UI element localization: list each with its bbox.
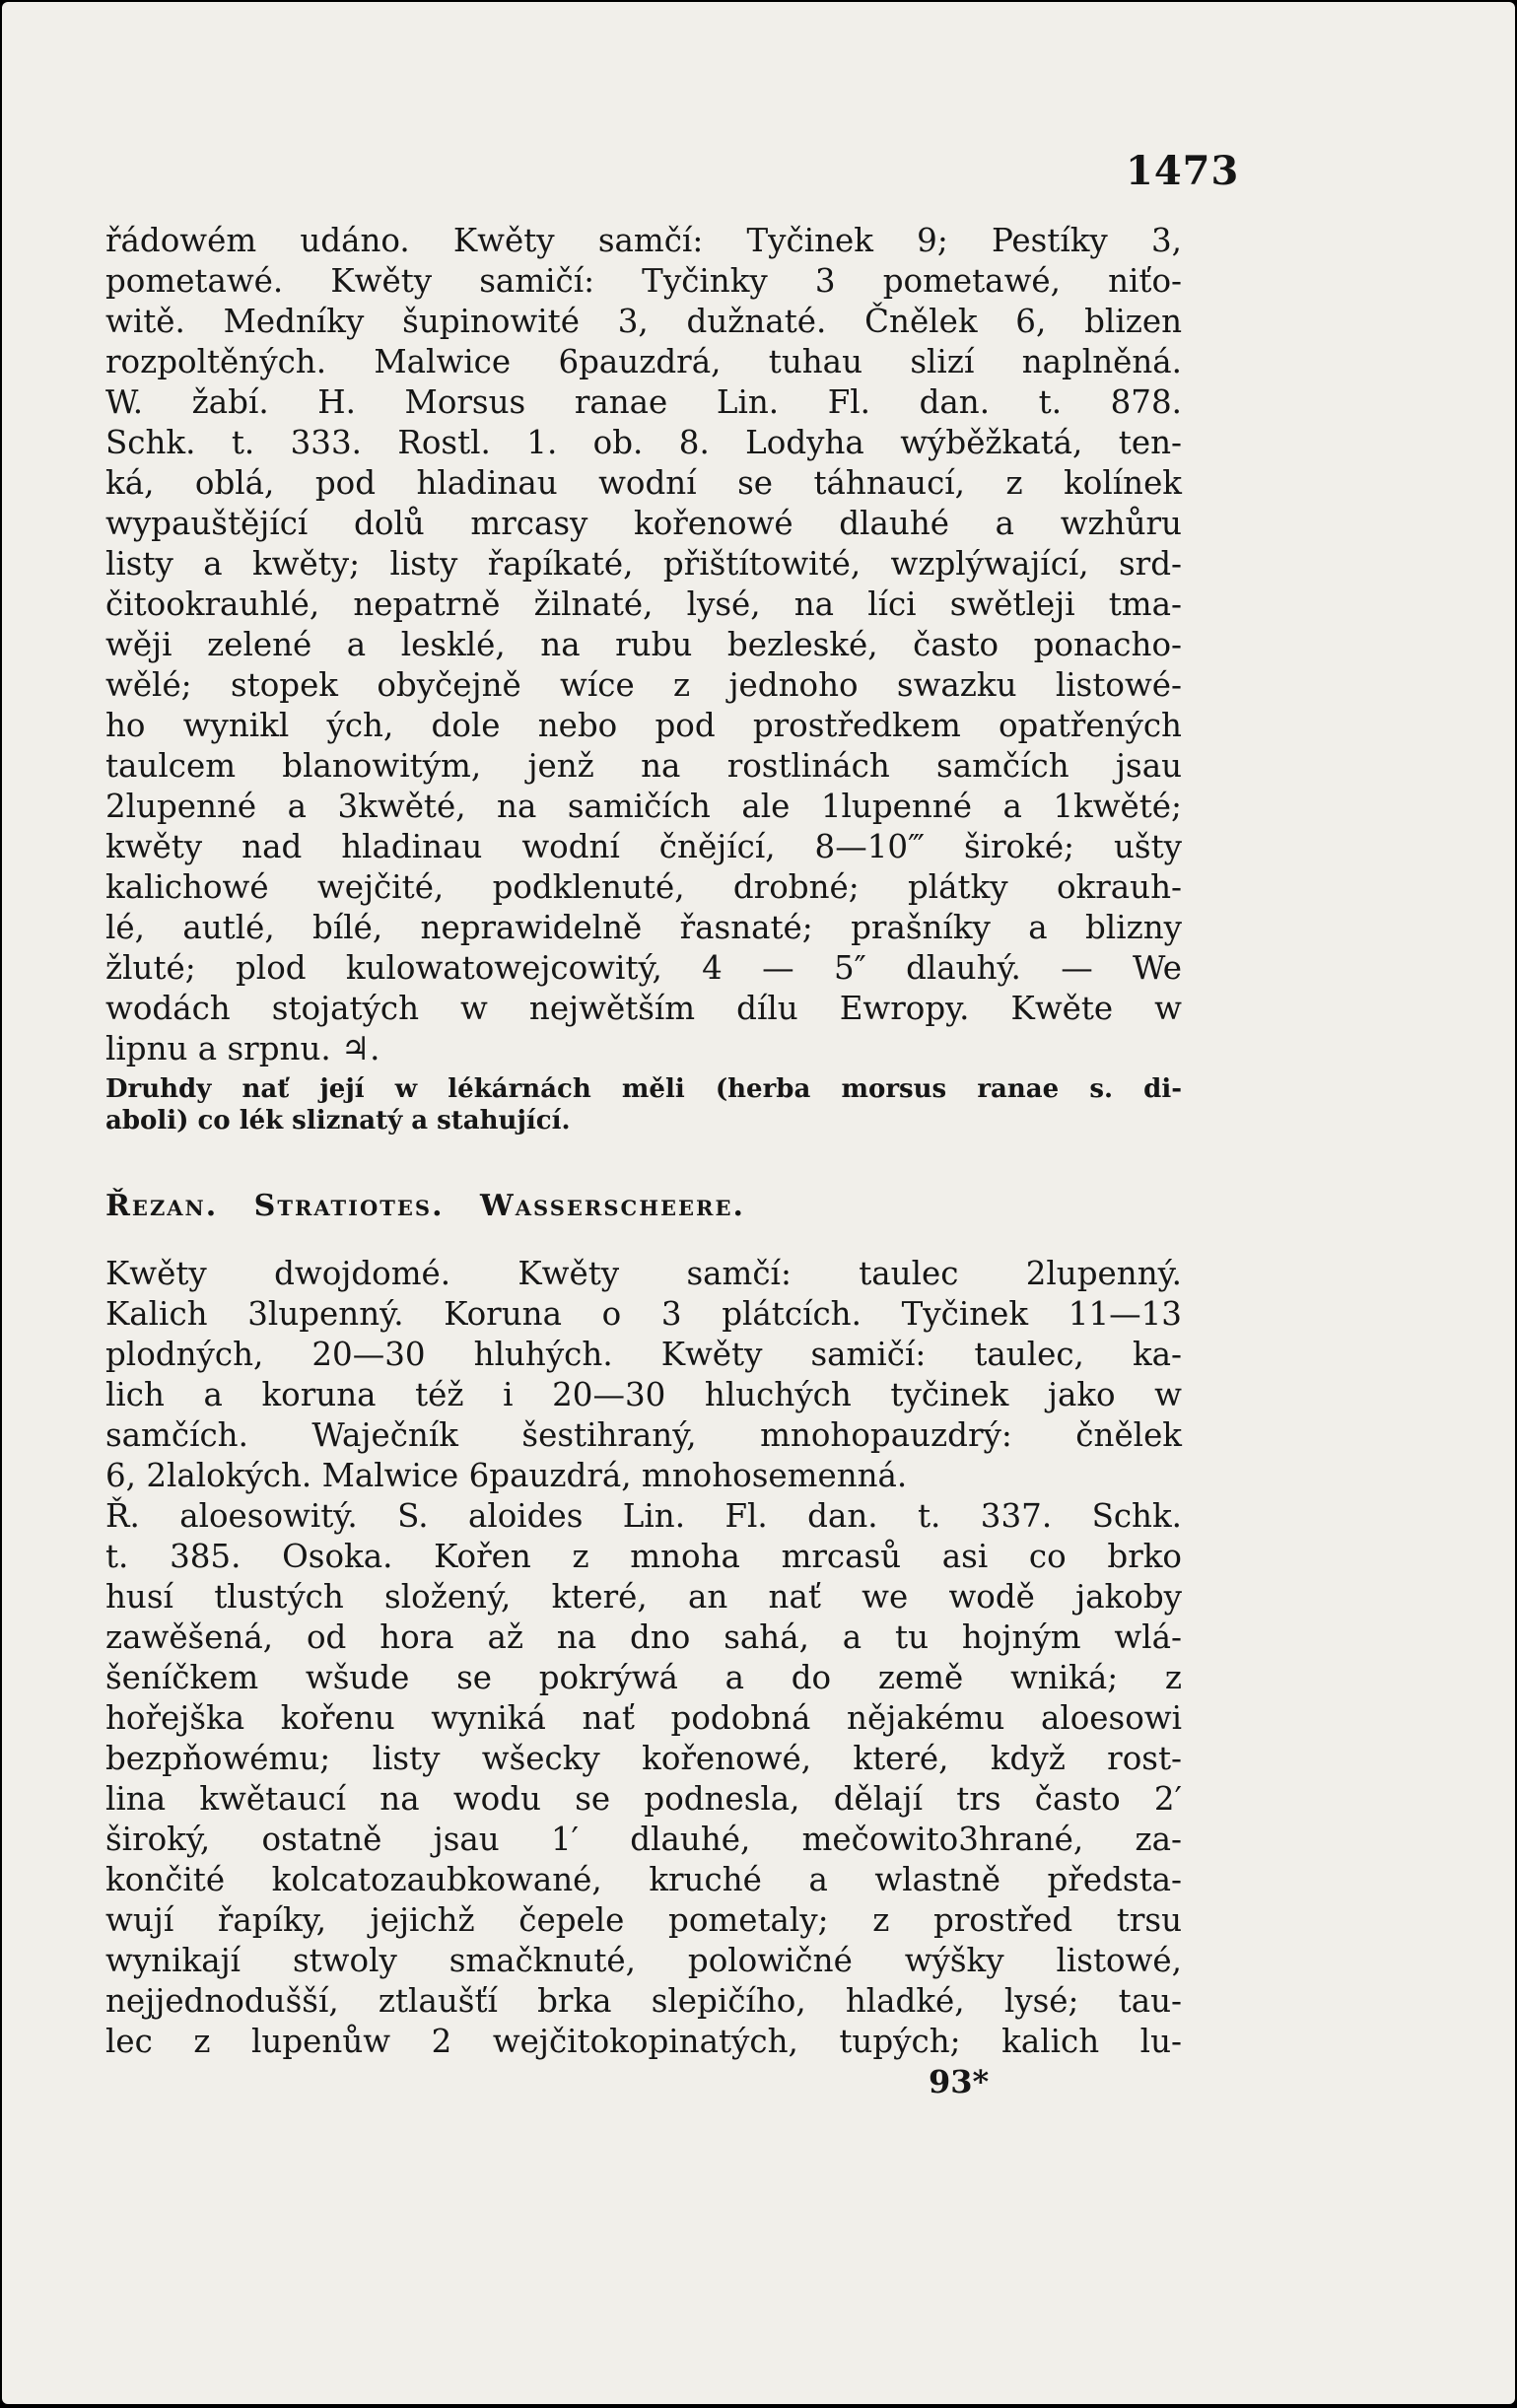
- text-line: nejjednodušší, ztlaušťí brka slepičího, hladké, lysé; tau-: [105, 1982, 1182, 2020]
- text-line: lina kwětaucí na wodu se podnesla, dělají trs často 2′: [105, 1780, 1182, 1818]
- text-line: wělé; stopek obyčejně wíce z jednoho swazku listowé-: [105, 666, 1182, 704]
- genus-name-czech: Řezan.: [105, 1189, 219, 1223]
- text-line: wypauštějící dolů mrcasy kořenowé dlauhé a wzhůru: [105, 505, 1182, 542]
- text-line: samčích. Waječník šestihraný, mnohopauzdrý: čnělek: [105, 1416, 1182, 1454]
- text-line: witě. Medníky šupinowité 3, dužnaté. Čnělek 6, blizen: [105, 303, 1182, 340]
- text-line: řádowém udáno. Kwěty samčí: Tyčinek 9; Pestíky 3,: [105, 222, 1182, 259]
- text-line: lec z lupenůw 2 wejčitokopinatých, tupých; kalich lu-: [105, 2023, 1182, 2060]
- text-line: ká, oblá, pod hladinau wodní se táhnaucí, z kolínek: [105, 464, 1182, 502]
- text-line: šeníčkem wšude se pokrýwá a do země wniká; z: [105, 1659, 1182, 1696]
- text-line: široký, ostatně jsau 1′ dlauhé, mečowito3hrané, za-: [105, 1821, 1182, 1858]
- text-line: t. 385. Osoka. Kořen z mnoha mrcasů asi co brko: [105, 1538, 1182, 1575]
- text-line: wynikají stwoly smačknuté, polowičné wýšky listowé,: [105, 1942, 1182, 1979]
- text-line: zawěšená, od hora až na dno sahá, a tu hojným wlá-: [105, 1618, 1182, 1656]
- text-line: Schk. t. 333. Rostl. 1. ob. 8. Lodyha wýběžkatá, ten-: [105, 424, 1182, 461]
- signature-mark: 93*: [929, 2063, 990, 2100]
- footnote: [105, 1073, 1182, 1136]
- text-line: hořejška kořenu wyniká nať podobná nějakému aloesowi: [105, 1699, 1182, 1737]
- text-line: bezpňowému; listy wšecky kořenowé, které, když rost-: [105, 1740, 1182, 1777]
- text-line: 6, 2lalokých. Malwice 6pauzdrá, mnohosemenná.: [105, 1457, 908, 1494]
- text-line: wěji zelené a lesklé, na rubu bezleské, často ponacho-: [105, 626, 1182, 663]
- text-line: kalichowé wejčité, podklenuté, drobné; plátky okrauh-: [105, 868, 1182, 906]
- paragraph-frogbit: [105, 221, 1182, 1069]
- note-line: aboli) co lék sliznatý a stahující.: [105, 1106, 571, 1135]
- text-line: lé, autlé, bílé, neprawidelně řasnaté; prašníky a blizny: [105, 909, 1182, 946]
- text-line: pometawé. Kwěty samičí: Tyčinky 3 pometawé, niťo-: [105, 262, 1182, 300]
- text-line: Kalich 3lupenný. Koruna o 3 plátcích. Tyčinek 11—13: [105, 1295, 1182, 1333]
- text-line: plodných, 20—30 hluhých. Kwěty samičí: taulec, ka-: [105, 1336, 1182, 1373]
- genus-name-latin: Stratiotes.: [253, 1189, 445, 1223]
- text-line: kwěty nad hladinau wodní čnějící, 8—10‴ široké; ušty: [105, 828, 1182, 865]
- page-number: 1473: [1126, 148, 1240, 194]
- page-text: [105, 221, 1182, 2101]
- paragraph-stratiotes: [105, 1254, 1182, 2062]
- text-line: wodách stojatých w nejwětším dílu Ewropy. Kwěte w: [105, 990, 1182, 1027]
- text-line: Kwěty dwojdomé. Kwěty samčí: taulec 2lupenný.: [105, 1255, 1182, 1292]
- text-line: W. žabí. H. Morsus ranae Lin. Fl. dan. t. 878.: [105, 383, 1182, 421]
- text-line: lich a koruna též i 20—30 hluchých tyčinek jako w: [105, 1376, 1182, 1413]
- text-line: Ř. aloesowitý. S. aloides Lin. Fl. dan. t. 337. Schk.: [105, 1497, 1182, 1535]
- text-line: žluté; plod kulowatowejcowitý, 4 — 5″ dlauhý. — We: [105, 949, 1182, 987]
- genus-name-german: Wasserscheere.: [480, 1189, 745, 1223]
- text-line: 2lupenné a 3kwěté, na samičích ale 1lupenné a 1kwěté;: [105, 788, 1182, 825]
- text-line: končité kolcatozaubkowané, kruché a wlastně předsta-: [105, 1861, 1182, 1898]
- text-line: čitookrauhlé, nepatrně žilnaté, lysé, na líci swětleji tma-: [105, 585, 1182, 623]
- text-line: wují řapíky, jejichž čepele pometaly; z prostřed trsu: [105, 1901, 1182, 1939]
- text-line: listy a kwěty; listy řapíkaté, přištítowité, wzplýwající, srd-: [105, 545, 1182, 583]
- note-line: Druhdy nať její w lékárnách měli (herba morsus ranae s. di-: [105, 1074, 1182, 1104]
- text-line: lipnu a srpnu. ♃.: [105, 1030, 380, 1067]
- section-heading: [105, 1184, 1182, 1228]
- book-page: [2, 2, 1515, 2404]
- text-line: husí tlustých složený, které, an nať we wodě jakoby: [105, 1578, 1182, 1616]
- text-line: ho wynikl ých, dole nebo pod prostředkem opatřených: [105, 707, 1182, 744]
- text-line: taulcem blanowitým, jenž na rostlinách samčích jsau: [105, 747, 1182, 785]
- text-line: rozpoltěných. Malwice 6pauzdrá, tuhau slizí naplněná.: [105, 343, 1182, 380]
